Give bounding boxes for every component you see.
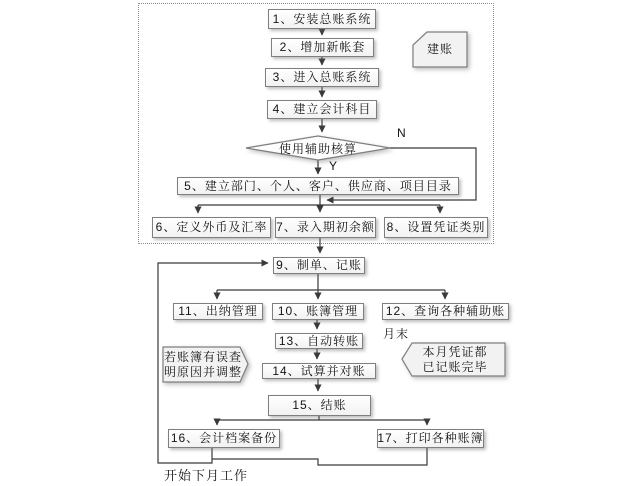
flow-step-auto-transfer: 13、自动转账 xyxy=(275,333,363,349)
label-month-end: 月末 xyxy=(383,327,410,341)
flow-step-closing: 15、结账 xyxy=(268,395,371,416)
posted-note-line1: 本月凭证都 xyxy=(422,344,488,359)
flow-step-ledger-mgmt: 10、账簿管理 xyxy=(272,303,364,320)
error-note-line2: 明原因并调整 xyxy=(163,364,242,379)
error-note-callout-text xyxy=(163,348,243,381)
flow-step-enter-gl: 3、进入总账系统 xyxy=(265,68,379,87)
merge-line-right xyxy=(212,446,427,465)
posted-note-line2: 已记账完毕 xyxy=(422,359,488,374)
flow-step-cashier-mgmt: 11、出纳管理 xyxy=(173,303,263,320)
flow-step-voucher-types: 8、设置凭证类别 xyxy=(384,217,488,238)
flow-step-archive-backup: 16、会计档案备份 xyxy=(168,429,280,448)
flow-step-query-auxiliary: 12、查询各种辅助账 xyxy=(382,303,509,320)
error-note-line1: 若账簿有误查 xyxy=(163,349,242,364)
flow-step-opening-balance: 7、录入期初余额 xyxy=(275,217,376,238)
flow-step-voucher-posting: 9、制单、记账 xyxy=(273,257,365,274)
flow-step-create-accounts: 4、建立会计科目 xyxy=(267,100,377,119)
posted-note-callout-text xyxy=(407,344,503,375)
setup-callout-text: 建账 xyxy=(426,42,453,56)
flow-step-print-ledgers: 17、打印各种账簿 xyxy=(377,429,484,448)
flow-step-create-directories: 5、建立部门、个人、客户、供应商、项目目录 xyxy=(177,177,459,195)
decision-auxiliary-accounting: 使用辅助核算 xyxy=(278,141,357,156)
label-start-next-month: 开始下月工作 xyxy=(164,468,249,483)
flow-step-install-gl: 1、安装总账系统 xyxy=(268,9,376,29)
flow-step-add-account-set: 2、增加新帐套 xyxy=(271,38,374,57)
flow-step-trial-balance: 14、试算并对账 xyxy=(262,363,376,379)
label-branch-yes: Y xyxy=(329,159,339,173)
flow-step-define-currency: 6、定义外币及汇率 xyxy=(152,217,271,238)
label-branch-no: N xyxy=(397,126,407,140)
